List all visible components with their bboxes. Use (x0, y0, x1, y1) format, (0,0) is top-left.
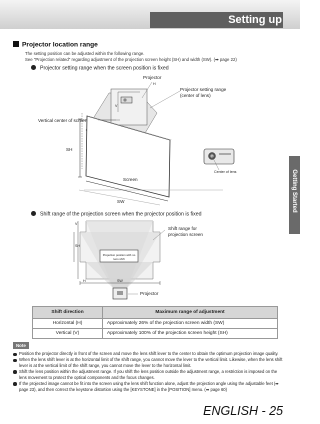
figure2-label-h: H (83, 279, 86, 283)
table-header-row (33, 307, 278, 319)
figure1-label-sh: SH (66, 147, 73, 152)
shift-range-table (32, 306, 278, 339)
intro-line-1: The setting position can be adjusted within the following range. (25, 51, 145, 56)
table-cell: Approximately 100% of the projection screen height (SH) (103, 329, 278, 339)
figure2-label-inner: Projection position with no lens shift (102, 253, 136, 261)
side-tab-label: Getting Started (291, 169, 297, 213)
table-row (33, 319, 278, 329)
table-header-cell: Maximum range of adjustment (103, 307, 278, 319)
intro-line-2: See "Projection related" regarding adjustment of the projection screen height (SH) and width (SW). (➡ page 22) (25, 57, 237, 62)
figure2-label-shift: Shift range for projection screen (168, 226, 203, 237)
note-item: Position the projector directly in front of the screen and move the lens shift lever to the center to obtain the optimum projection image quality. (13, 351, 285, 357)
figure1-label-sw: SW (117, 199, 125, 204)
figure1-label-vertical-center: Vertical center of screen (38, 118, 88, 123)
figure1-label-screen: Screen (123, 177, 138, 182)
page-number: ENGLISH - 25 (203, 404, 283, 418)
table-header-cell: Shift direction (33, 307, 103, 319)
figure2-label-projector: Projector (140, 291, 159, 296)
figure1-label-v: V (115, 104, 118, 108)
note-badge: Note (13, 342, 29, 349)
figure2-heading-text: Shift range of the projection screen when the projector position is fixed (40, 211, 202, 218)
figure1-heading-text: Projector setting range when the screen position is fixed (40, 65, 169, 72)
table-row (33, 329, 278, 339)
table-cell: Approximately 26% of the projection screen width (SW) (103, 319, 278, 329)
note-item: If the projected image cannot be fit into the screen using the lens shift function alone, adjust the projection angle using the adjustable feet (➡ page 23), and then correct the keystone distortion using the [KEYSTONE] in the [POSITION] menu. (➡ page 60) (13, 381, 285, 393)
table-cell: Vertical (V) (33, 329, 103, 339)
section-title-text: Projector location range (22, 41, 98, 49)
figure2-label-v: V (75, 222, 78, 226)
figure2-label-sw: SW (117, 279, 123, 283)
figure1-label-range: Projector setting range (center of lens) (180, 87, 227, 98)
page-header-title: Setting up (228, 14, 282, 26)
figure1-label-h: H (153, 82, 156, 86)
note-list (13, 351, 285, 393)
note-item: Shift the lens position within the adjustment range. If you shift the lens position outside the adjustment range, a restriction is imposed on the lens movement to protect the optical components and the focus changes. (13, 369, 285, 381)
table-cell: Horizontal (H) (33, 319, 103, 329)
note-item: When the lens shift lever is at the horizontal limit of the shift range, you cannot move the lever to the vertical limit. Likewise, when the lens shift lever is at the vertical limit of the shift range, you cannot move the lever to the horizontal limit. (13, 357, 285, 369)
figure2-label-sh: SH (75, 244, 80, 248)
figure1-label-center-lens: Center of lens (214, 170, 237, 174)
figure1-label-projector: Projector (143, 75, 162, 80)
